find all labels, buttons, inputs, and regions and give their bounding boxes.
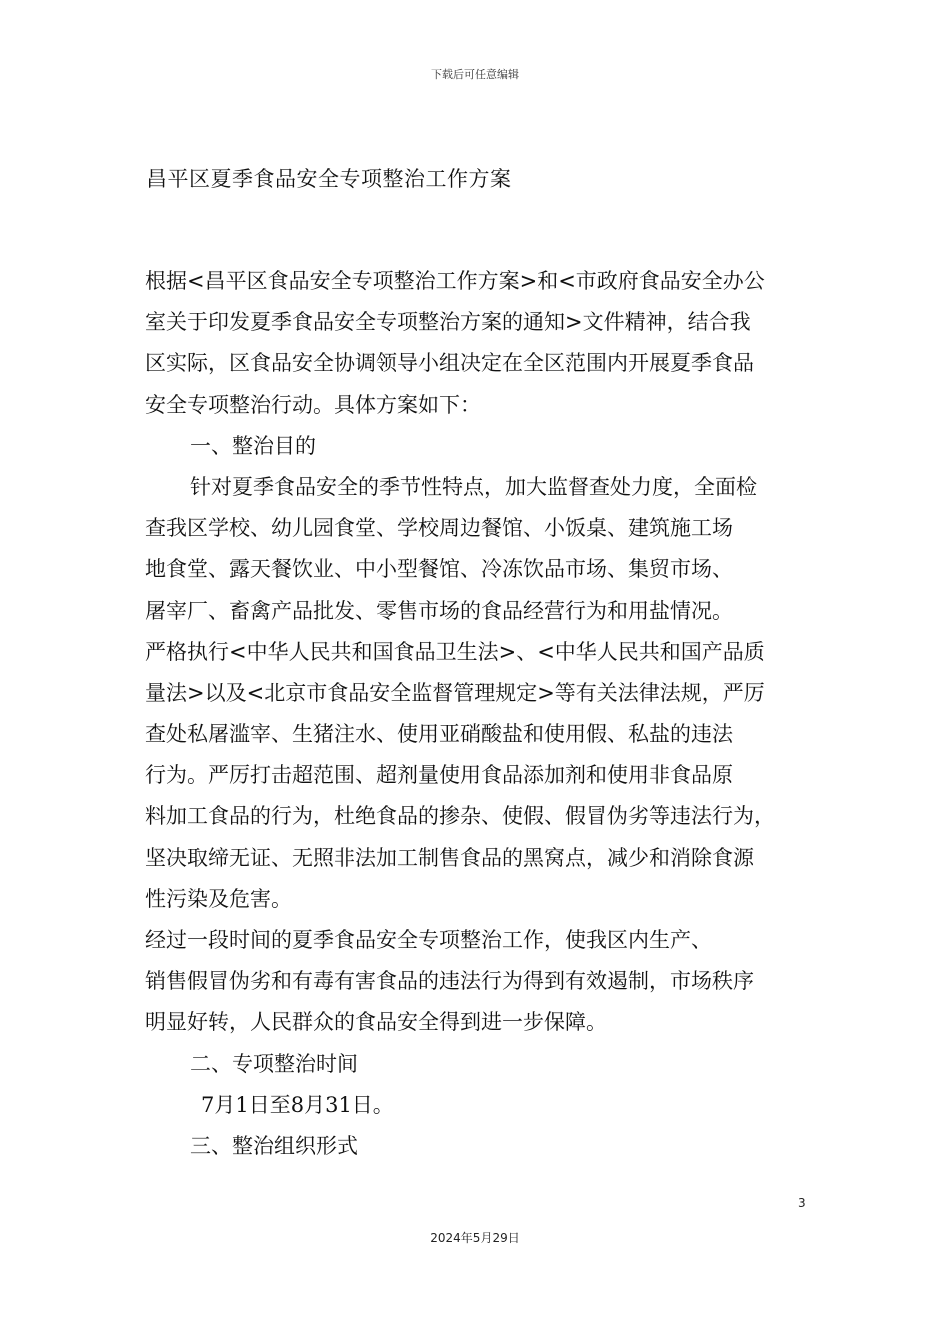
body-line: 室关于印发夏季食品安全专项整治方案的通知>文件精神，结合我: [145, 310, 751, 335]
body-line: 屠宰厂、畜禽产品批发、零售市场的食品经营行为和用盐情况。: [145, 598, 733, 623]
document-title: 昌平区夏季食品安全专项整治工作方案: [146, 167, 512, 191]
body-line: 坚决取缔无证、无照非法加工制售食品的黑窝点，减少和消除食源: [145, 845, 754, 870]
body-line: 查我区学校、幼儿园食堂、学校周边餐馆、小饭桌、建筑施工场: [145, 516, 733, 541]
page-number: 3: [798, 1196, 806, 1210]
section-heading: 一、整治目的: [190, 433, 316, 458]
body-line: 经过一段时间的夏季食品安全专项整治工作，使我区内生产、: [145, 928, 712, 952]
document-body: [145, 261, 815, 1167]
body-line: 行为。严厉打击超范围、超剂量使用食品添加剂和使用非食品原: [145, 763, 733, 788]
body-line: 查处私屠滥宰、生猪注水、使用亚硝酸盐和使用假、私盐的违法: [145, 722, 733, 747]
body-line: 明显好转，人民群众的食品安全得到进一步保障。: [145, 1010, 607, 1035]
footer-date: 2024年5月29日: [430, 1231, 520, 1245]
body-line: 区实际，区食品安全协调领导小组决定在全区范围内开展夏季食品: [145, 351, 754, 376]
body-line: 量法>以及<北京市食品安全监督管理规定>等有关法律法规，严厉: [145, 680, 765, 705]
body-line: 根据<昌平区食品安全专项整治工作方案>和<市政府食品安全办公: [145, 269, 765, 293]
body-line: 安全专项整治行动。具体方案如下：: [145, 392, 481, 417]
section-heading: 二、专项整治时间: [190, 1051, 358, 1076]
body-line: 7月1日至8月31日。: [201, 1092, 394, 1117]
body-line: 料加工食品的行为，杜绝食品的掺杂、使假、假冒伪劣等违法行为，: [145, 804, 775, 829]
header-note: 下载后可任意编辑: [431, 68, 519, 81]
body-line: 针对夏季食品安全的季节性特点，加大监督查处力度，全面检: [190, 474, 757, 499]
section-heading: 三、整治组织形式: [190, 1133, 358, 1158]
body-line: 地食堂、露天餐饮业、中小型餐馆、冷冻饮品市场、集贸市场、: [145, 557, 733, 582]
body-line: 严格执行<中华人民共和国食品卫生法>、<中华人民共和国产品质: [145, 639, 765, 664]
body-line: 性污染及危害。: [145, 886, 292, 911]
body-line: 销售假冒伪劣和有毒有害食品的违法行为得到有效遏制，市场秩序: [145, 969, 754, 994]
